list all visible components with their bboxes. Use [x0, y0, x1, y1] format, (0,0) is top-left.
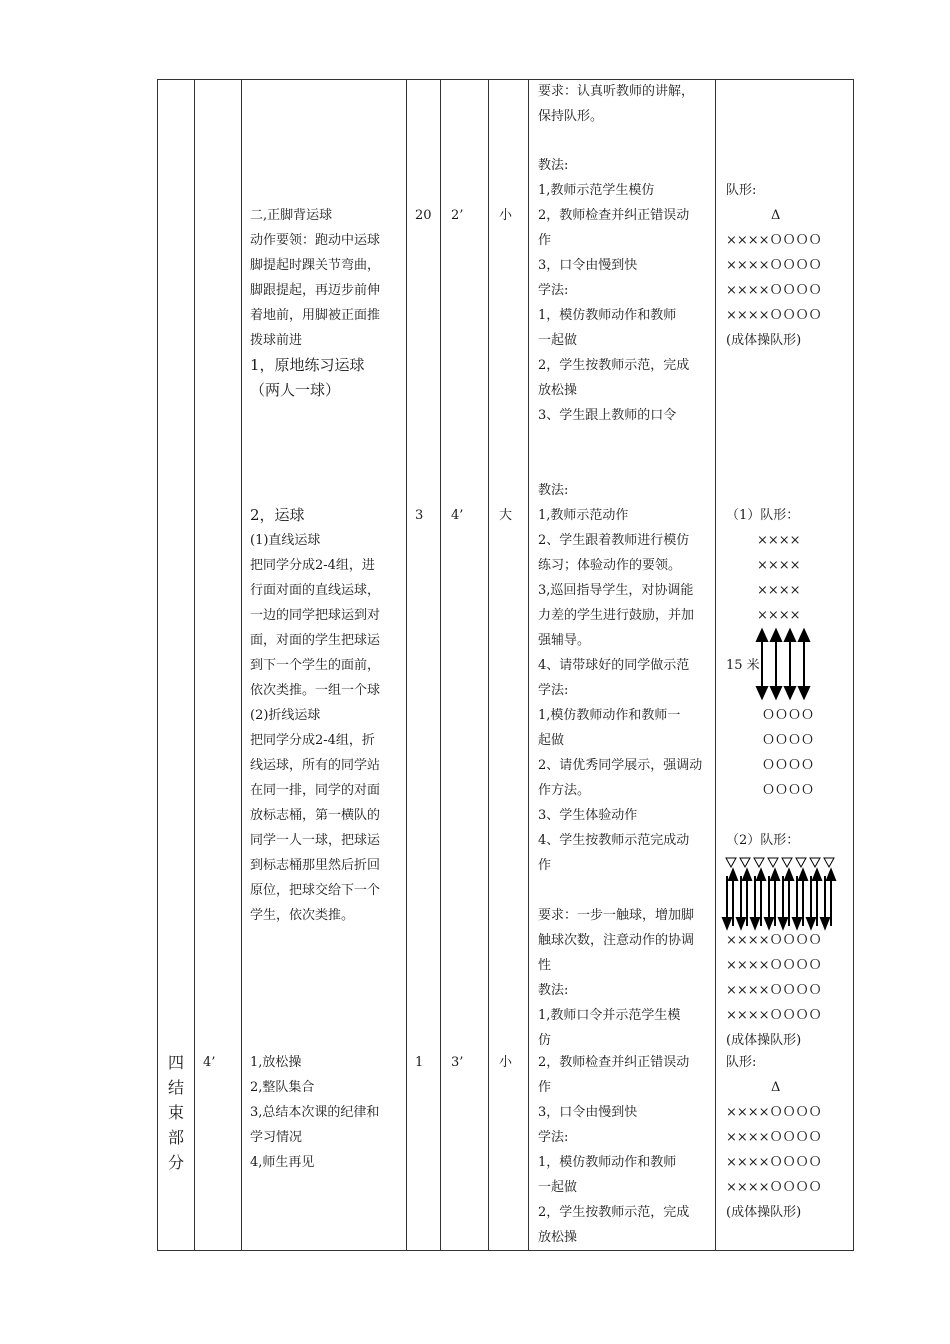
- content-line: 线运球，所有的同学站: [250, 758, 381, 773]
- content-line: 学生，依次类推。: [250, 908, 355, 923]
- formation-label: （2）队形：: [726, 833, 800, 848]
- requirement-line: 保持队形。: [538, 109, 604, 124]
- cone-icon: [768, 858, 778, 867]
- formation-row: ＯＯＯＯ: [762, 783, 815, 798]
- method-line: 作: [538, 1080, 552, 1095]
- duration-cell: 2’: [451, 208, 464, 223]
- zigzag-arrow-icon: [807, 870, 821, 928]
- method-line: 要求：一步一触球，增加脚: [538, 908, 695, 923]
- content-line: 到标志桶那里然后折回: [250, 858, 381, 873]
- intensity-cell: 小: [499, 208, 513, 223]
- content-line: 3,总结本次课的纪律和: [250, 1105, 380, 1120]
- formation-row: ××××ＯＯＯＯ: [726, 958, 822, 973]
- formation-note: (成体操队形): [726, 1033, 802, 1048]
- method-line: 2，教师检查并纠正错误动: [538, 1055, 690, 1070]
- method-line: 3,巡回指导学生，对协调能: [538, 583, 694, 598]
- intensity-cell: 大: [499, 508, 513, 523]
- method-line: 1,教师示范动作: [538, 508, 629, 523]
- method-line: 放松操: [538, 383, 578, 398]
- method-line: 练习；体验动作的要领。: [538, 558, 682, 573]
- method-line: 1,模仿教师动作和教师一: [538, 708, 681, 723]
- sub-heading: （两人一球）: [250, 381, 341, 399]
- method-line: 力差的学生进行鼓励，并加: [538, 608, 695, 623]
- count-cell: 1: [415, 1055, 424, 1070]
- cone-icon: [740, 858, 750, 867]
- formation-row: ××××ＯＯＯＯ: [726, 1155, 822, 1170]
- section-char: 束: [167, 1103, 184, 1122]
- cone-icon: [782, 858, 792, 867]
- method-line: 4、请带球好的同学做示范: [538, 658, 690, 673]
- content-line: 二,正脚背运球: [250, 208, 333, 223]
- zigzag-arrow-icon: [737, 870, 751, 928]
- section-char: 四: [167, 1053, 184, 1072]
- method-line: 3，口令由慢到快: [538, 1105, 638, 1120]
- distance-label: 15 米: [726, 658, 760, 673]
- method-line: 2，学生按教师示范，完成: [538, 1205, 690, 1220]
- count-cell: 3: [415, 508, 424, 523]
- method-line: 教法:: [538, 983, 569, 998]
- method-line: 1,教师示范学生模仿: [538, 183, 655, 198]
- formation-row: ××××ＯＯＯＯ: [726, 283, 822, 298]
- method-line: 起做: [538, 733, 565, 748]
- content-line: 到下一个学生的面前，: [250, 658, 381, 673]
- zigzag-arrow-icon: [821, 870, 835, 928]
- method-line: 1，模仿教师动作和教师: [538, 308, 677, 323]
- cone-icon: [726, 858, 736, 867]
- method-line: 学法:: [538, 683, 569, 698]
- formation-row: ××××ＯＯＯＯ: [726, 1008, 822, 1023]
- formation-row: ××××ＯＯＯＯ: [726, 233, 822, 248]
- content-line: (1)直线运球: [250, 533, 321, 548]
- method-line: 教法:: [538, 158, 569, 173]
- content-line: 2,整队集合: [250, 1080, 315, 1095]
- content-line: 动作要领：跑动中运球: [250, 233, 381, 248]
- content-line: 着地前，用脚被正面推: [250, 308, 381, 323]
- section-char: 结: [167, 1078, 184, 1097]
- formation-row: ××××ＯＯＯＯ: [726, 1105, 822, 1120]
- formation-row: ××××ＯＯＯＯ: [726, 1180, 822, 1195]
- duration-cell: 4’: [451, 508, 464, 523]
- content-line: 1,放松操: [250, 1055, 302, 1070]
- content-line: 脚提起时踝关节弯曲，: [250, 258, 381, 273]
- method-line: 学法:: [538, 1130, 569, 1145]
- cone-icon: [810, 858, 820, 867]
- formation-label: 队形:: [726, 1055, 757, 1070]
- content-line: 把同学分成2-4组，折: [250, 733, 375, 748]
- formation-row: ＯＯＯＯ: [762, 708, 815, 723]
- zigzag-arrow-icon: [751, 870, 765, 928]
- method-line: 学法:: [538, 283, 569, 298]
- section-char: 分: [167, 1153, 184, 1172]
- requirement-line: 要求：认真听教师的讲解，: [538, 84, 695, 99]
- method-line: 放松操: [538, 1230, 578, 1245]
- formation-note: (成体操队形): [726, 1205, 802, 1220]
- method-line: 触球次数，注意动作的协调: [538, 933, 695, 948]
- formation-row: ＯＯＯＯ: [762, 758, 815, 773]
- zigzag-arrow-icon: [793, 870, 807, 928]
- method-line: 3，口令由慢到快: [538, 258, 638, 273]
- count-cell: 20: [415, 208, 432, 223]
- method-line: 作方法。: [538, 783, 591, 798]
- cone-icon: [796, 858, 806, 867]
- method-line: 2，学生按教师示范，完成: [538, 358, 690, 373]
- method-line: 一起做: [538, 1180, 578, 1195]
- content-line: 拨球前进: [250, 333, 303, 348]
- section-time: 4’: [203, 1055, 216, 1070]
- content-line: 行面对面的直线运球，: [250, 583, 381, 598]
- method-line: 3、学生跟上教师的口令: [538, 408, 677, 423]
- formation-row: ＯＯＯＯ: [762, 733, 815, 748]
- method-line: 仿: [538, 1033, 552, 1048]
- formation-row: ××××: [757, 558, 801, 573]
- method-line: 性: [538, 958, 552, 973]
- method-line: 2，教师检查并纠正错误动: [538, 208, 690, 223]
- formation-row: ××××ＯＯＯＯ: [726, 933, 822, 948]
- method-line: 一起做: [538, 333, 578, 348]
- content-line: 依次类推。一组一个球: [250, 683, 381, 698]
- zigzag-arrow-icon: [765, 870, 779, 928]
- cone-icon: [824, 858, 834, 867]
- duration-cell: 3’: [451, 1055, 464, 1070]
- row-heading: 2，运球: [250, 506, 305, 524]
- sub-heading: 1，原地练习运球: [250, 356, 365, 374]
- formation-row: ××××: [757, 533, 801, 548]
- formation-row: ××××ＯＯＯＯ: [726, 258, 822, 273]
- formation-row: ××××: [757, 583, 801, 598]
- content-line: 同学一人一球，把球运: [250, 833, 381, 848]
- section-char: 部: [167, 1128, 184, 1147]
- zigzag-arrow-icon: [723, 870, 737, 928]
- method-line: 教法:: [538, 483, 569, 498]
- formation-label: （1）队形：: [726, 508, 800, 523]
- method-line: 1,教师口令并示范学生模: [538, 1008, 681, 1023]
- cone-icon: [754, 858, 764, 867]
- content-line: 原位，把球交给下一个: [250, 883, 381, 898]
- method-line: 2、请优秀同学展示，强调动: [538, 758, 703, 773]
- method-line: 4、学生按教师示范完成动: [538, 833, 690, 848]
- formation-row: ××××ＯＯＯＯ: [726, 983, 822, 998]
- formation-label: 队形:: [726, 183, 757, 198]
- method-line: 作: [538, 233, 552, 248]
- method-line: 强辅导。: [538, 633, 591, 648]
- intensity-cell: 小: [499, 1055, 513, 1070]
- content-line: 4,师生再见: [250, 1155, 315, 1170]
- content-line: 学习情况: [250, 1130, 303, 1145]
- formation-row: ××××ＯＯＯＯ: [726, 308, 822, 323]
- formation-row: ××××ＯＯＯＯ: [726, 1130, 822, 1145]
- content-line: 在同一排，同学的对面: [250, 783, 381, 798]
- formation-row: ××××: [757, 608, 801, 623]
- method-line: 3、学生体验动作: [538, 808, 638, 823]
- method-line: 1，模仿教师动作和教师: [538, 1155, 677, 1170]
- method-line: 2、学生跟着教师进行模仿: [538, 533, 690, 548]
- content-line: 一边的同学把球运到对: [250, 608, 381, 623]
- content-line: 把同学分成2-4组，进: [250, 558, 375, 573]
- content-line: 面，对面的学生把球运: [250, 633, 381, 648]
- content-line: 放标志桶，第一横队的: [250, 808, 381, 823]
- content-line: (2)折线运球: [250, 708, 321, 723]
- formation-note: (成体操队形): [726, 333, 802, 348]
- teacher-mark: Δ: [771, 208, 781, 223]
- method-line: 作: [538, 858, 552, 873]
- content-line: 脚跟提起，再迈步前伸: [250, 283, 381, 298]
- teacher-mark: Δ: [771, 1080, 781, 1095]
- zigzag-arrow-icon: [779, 870, 793, 928]
